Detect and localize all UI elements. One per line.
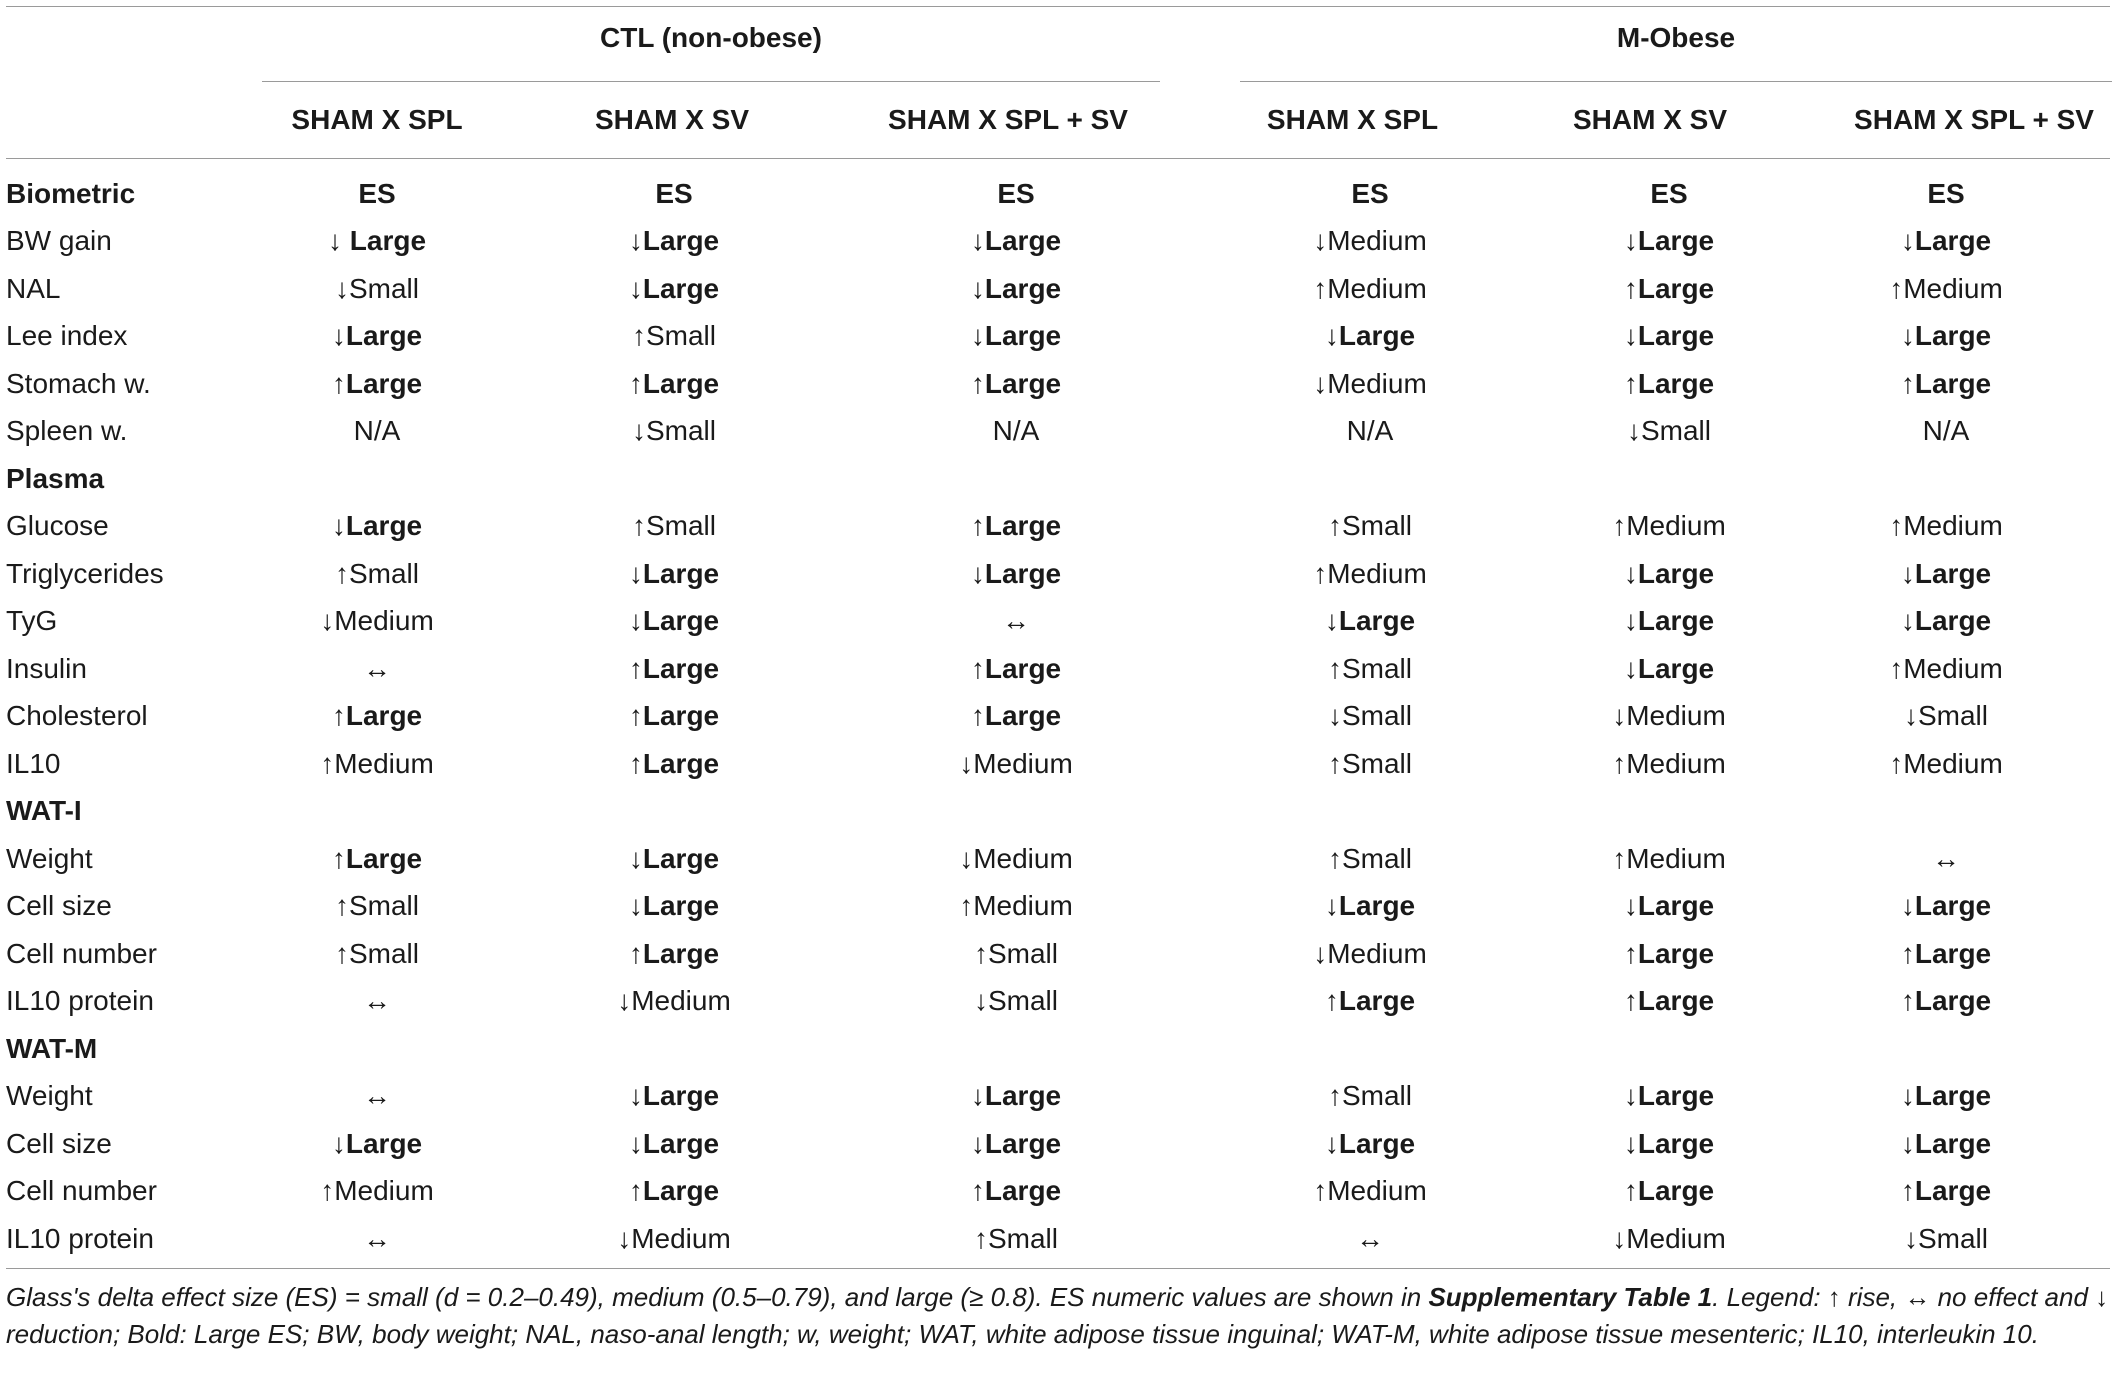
effect-cell: ↓Large (1900, 320, 1992, 352)
section-title: WAT-M (6, 1032, 98, 1064)
column-header: SHAM X SV (594, 104, 750, 135)
effect-cell: ↑Large (1900, 937, 1992, 969)
effect-cell: ↓ Large (327, 225, 427, 257)
table-row (0, 1120, 2118, 1168)
row-label: IL10 protein (6, 985, 154, 1017)
section-header-row (0, 1025, 2118, 1073)
effect-cell: ↑Large (970, 1175, 1062, 1207)
effect-cell: N/A (1346, 415, 1394, 447)
row-label: Lee index (6, 320, 128, 352)
effect-cell: N/A (992, 415, 1040, 447)
effect-cell: ↓Medium (1313, 937, 1427, 969)
effect-cell: ↓Medium (959, 747, 1073, 779)
empty-cell (492, 1025, 856, 1073)
effect-cell: ↓Large (1900, 1127, 1992, 1159)
effect-cell: ↑Large (331, 367, 423, 399)
effect-cell: ↓Large (1324, 890, 1416, 922)
empty-cell (856, 788, 1176, 836)
effect-cell: ↓Medium (320, 605, 434, 637)
row-label: IL10 protein (6, 1222, 154, 1254)
row-label: Stomach w. (6, 367, 151, 399)
effect-cell: ↓Large (970, 1080, 1062, 1112)
effect-cell: ↑Large (1623, 1175, 1715, 1207)
row-label: Spleen w. (6, 415, 128, 447)
effect-cell: ↓Large (1623, 1080, 1715, 1112)
effect-cell: ↓Large (628, 890, 720, 922)
effect-cell: ↓Medium (959, 842, 1073, 874)
section-header-row (0, 455, 2118, 503)
empty-cell (492, 455, 856, 503)
empty-cell (492, 788, 856, 836)
effect-cell: ↔ (363, 1080, 391, 1112)
es-label: ES (1650, 177, 1688, 209)
row-label: Insulin (6, 652, 87, 684)
effect-cell: ↓Large (970, 320, 1062, 352)
effect-cell: ↓Large (331, 1127, 423, 1159)
effect-cell: ↓Large (628, 605, 720, 637)
column-header: SHAM X SPL (291, 104, 463, 135)
table-row (0, 1215, 2118, 1263)
effect-cell: ↓Large (1900, 1080, 1992, 1112)
row-label: NAL (6, 272, 61, 304)
effect-cell: ↑Small (334, 557, 419, 589)
effect-cell: ↓Small (1327, 700, 1412, 732)
table-row (0, 1073, 2118, 1121)
effect-cell: ↑Small (973, 937, 1058, 969)
section-title: Plasma (6, 462, 105, 494)
effect-cell: ↓Small (631, 415, 716, 447)
effect-cell: ↑Large (628, 937, 720, 969)
effect-cell: ↑Medium (320, 1175, 434, 1207)
es-label: ES (655, 177, 693, 209)
table-row (0, 645, 2118, 693)
effect-cell: ↑Large (628, 747, 720, 779)
effect-cell: ↓Large (1900, 557, 1992, 589)
column-header: SHAM X SPL (1266, 104, 1439, 135)
row-label: Triglycerides (6, 557, 164, 589)
effect-cell: ↓Large (1623, 1127, 1715, 1159)
effect-cell: ↓Large (628, 1127, 720, 1159)
empty-cell (1564, 788, 1774, 836)
table-row (0, 218, 2118, 266)
row-label: Weight (6, 1080, 93, 1112)
effect-cell: ↑Large (1900, 985, 1992, 1017)
effect-cell: ↓Large (331, 510, 423, 542)
effect-cell: ↓Medium (617, 985, 731, 1017)
effect-cell: ↑Large (628, 700, 720, 732)
effect-cell: ↓Medium (1612, 1222, 1726, 1254)
effect-cell: ↓Large (628, 1080, 720, 1112)
effect-cell: ↓Large (1900, 605, 1992, 637)
effect-cell: ↓Small (973, 985, 1058, 1017)
effect-cell: ↑Small (1327, 510, 1412, 542)
effect-cell: ↑Large (970, 367, 1062, 399)
effect-cell: ↑Large (628, 652, 720, 684)
effect-cell: ↑Large (331, 842, 423, 874)
effect-cell: N/A (1922, 415, 1970, 447)
effect-cell: ↑Large (628, 367, 720, 399)
row-label: Cholesterol (6, 700, 148, 732)
footnote-text: Glass's delta effect size (ES) = small (d = 0.2–0.49), medium (0.5–0.79), and large (≥ 0.8). ES numeric values are shown in (6, 1282, 1429, 1312)
effect-cell: ↓Large (970, 272, 1062, 304)
effect-cell: ↑Medium (1889, 747, 2003, 779)
section-header-row (0, 170, 2118, 218)
group-header-m-obese: M-Obese (1616, 22, 1736, 53)
header-bottom-rule (6, 158, 2110, 159)
effect-cell: ↑Large (1324, 985, 1416, 1017)
effect-cell: ↓Small (1626, 415, 1711, 447)
effect-cell: ↓Large (970, 1127, 1062, 1159)
row-label: IL10 (6, 747, 61, 779)
row-label: Cell size (6, 1127, 112, 1159)
effect-cell: ↓Small (1903, 700, 1988, 732)
effect-cell: ↑Large (970, 700, 1062, 732)
empty-cell (1564, 1025, 1774, 1073)
table-row (0, 1168, 2118, 1216)
section-title: WAT-I (6, 795, 82, 827)
table-footnote (6, 1279, 2110, 1353)
effect-cell: ↓Large (1623, 605, 1715, 637)
table-row (0, 313, 2118, 361)
empty-cell (1564, 455, 1774, 503)
table-row (0, 930, 2118, 978)
row-label: Cell size (6, 890, 112, 922)
effect-cell: ↔ (1356, 1222, 1384, 1254)
row-label: Glucose (6, 510, 109, 542)
effect-cell: ↓Medium (617, 1222, 731, 1254)
effect-cell: ↓Large (628, 272, 720, 304)
effect-cell: ↑Medium (1889, 652, 2003, 684)
effect-cell: ↑Medium (1313, 557, 1427, 589)
effect-cell: ↓Large (1623, 320, 1715, 352)
es-label: ES (358, 177, 396, 209)
effect-cell: ↑Large (1900, 1175, 1992, 1207)
effect-cell: ↓Small (334, 272, 419, 304)
empty-cell (1176, 455, 1564, 503)
empty-cell (1774, 1025, 2118, 1073)
effect-cell: ↑Small (1327, 652, 1412, 684)
effect-cell: ↑Medium (1313, 272, 1427, 304)
effect-cell: ↑Medium (1612, 510, 1726, 542)
effect-cell: ↑Small (631, 320, 716, 352)
column-header: SHAM X SPL + SV (888, 104, 1128, 135)
empty-cell (262, 1025, 492, 1073)
group-header-ctl: CTL (non-obese) (600, 22, 822, 53)
effect-cell: ↑Medium (1313, 1175, 1427, 1207)
effect-cell: ↑Large (628, 1175, 720, 1207)
row-label: Cell number (6, 937, 157, 969)
effect-cell: ↓Large (1623, 225, 1715, 257)
effect-cell: ↓Large (331, 320, 423, 352)
effect-cell: ↑Large (1623, 985, 1715, 1017)
es-label: ES (1927, 177, 1965, 209)
effect-cell: ↓Large (970, 225, 1062, 257)
table-row (0, 550, 2118, 598)
effect-cell: ↑Medium (1889, 510, 2003, 542)
section-header-row (0, 788, 2118, 836)
empty-cell (856, 1025, 1176, 1073)
effect-size-table (0, 170, 2118, 1263)
es-label: ES (997, 177, 1035, 209)
effect-cell: ↓Large (1623, 557, 1715, 589)
effect-cell: ↑Small (334, 890, 419, 922)
effect-cell: ↑Large (1623, 272, 1715, 304)
column-header: SHAM X SV (1572, 104, 1728, 135)
effect-cell: ↑Medium (1612, 747, 1726, 779)
effect-cell: ↑Medium (1889, 272, 2003, 304)
effect-cell: ↑Large (1623, 367, 1715, 399)
effect-cell: ↑Large (970, 652, 1062, 684)
effect-cell: ↑Small (1327, 1080, 1412, 1112)
effect-cell: ↑Large (970, 510, 1062, 542)
empty-cell (262, 455, 492, 503)
table-row (0, 693, 2118, 741)
effect-cell: ↓Large (1324, 320, 1416, 352)
effect-cell: ↓Large (1900, 225, 1992, 257)
effect-cell: ↓Small (1903, 1222, 1988, 1254)
table-row (0, 883, 2118, 931)
effect-cell: ↑Large (1900, 367, 1992, 399)
table-row (0, 835, 2118, 883)
empty-cell (262, 788, 492, 836)
effect-cell: ↑Medium (320, 747, 434, 779)
effect-cell: ↓Large (1900, 890, 1992, 922)
effect-cell: ↑Small (631, 510, 716, 542)
empty-cell (856, 455, 1176, 503)
row-label: TyG (6, 605, 58, 637)
row-label: Cell number (6, 1175, 157, 1207)
effect-cell: ↓Large (970, 557, 1062, 589)
effect-cell: ↓Large (628, 225, 720, 257)
row-label: Weight (6, 842, 93, 874)
empty-cell (1176, 788, 1564, 836)
table-row (0, 408, 2118, 456)
section-title: Biometric (6, 177, 136, 209)
empty-cell (1774, 455, 2118, 503)
effect-cell: ↑Large (331, 700, 423, 732)
table-row (0, 360, 2118, 408)
footnote-legend: . Legend: ↑ rise, ↔ no effect and ↓ reduction; Bold: Large ES; BW, body weight; NAL, naso-anal length; w, weight; WAT, white adipose tissue inguinal; WAT-M, white adipose tissue mesenteric; IL10, interleukin 10. (6, 1282, 2109, 1349)
empty-cell (1774, 788, 2118, 836)
table-row (0, 265, 2118, 313)
effect-cell: ↔ (1002, 605, 1030, 637)
effect-cell: ↓Large (1623, 652, 1715, 684)
table-row (0, 978, 2118, 1026)
footnote-supplementary-ref: Supplementary Table 1 (1428, 1282, 1713, 1312)
effect-cell: ↔ (363, 985, 391, 1017)
row-label: BW gain (6, 225, 112, 257)
effect-cell: ↑Small (1327, 842, 1412, 874)
column-header: SHAM X SPL + SV (1854, 104, 2094, 135)
effect-cell: ↓Large (628, 557, 720, 589)
effect-cell: ↑Large (1623, 937, 1715, 969)
effect-cell: ↔ (1932, 842, 1960, 874)
effect-cell: ↑Small (334, 937, 419, 969)
effect-cell: ↓Medium (1313, 367, 1427, 399)
effect-cell: ↓Medium (1313, 225, 1427, 257)
effect-cell: ↑Small (1327, 747, 1412, 779)
es-label: ES (1351, 177, 1389, 209)
effect-cell: N/A (353, 415, 401, 447)
table-bottom-rule (6, 1268, 2110, 1269)
table-body (0, 170, 2118, 1263)
table-top-rule (6, 6, 2110, 7)
group-rule-m-obese (1240, 81, 2112, 82)
effect-cell: ↑Small (973, 1222, 1058, 1254)
effect-cell: ↓Medium (1612, 700, 1726, 732)
effect-cell: ↑Medium (1612, 842, 1726, 874)
effect-cell: ↑Medium (959, 890, 1073, 922)
effect-cell: ↔ (363, 1222, 391, 1254)
table-row (0, 740, 2118, 788)
empty-cell (1176, 1025, 1564, 1073)
effect-cell: ↔ (363, 652, 391, 684)
effect-cell: ↓Large (1324, 605, 1416, 637)
table-row (0, 598, 2118, 646)
table-row (0, 503, 2118, 551)
effect-cell: ↓Large (1623, 890, 1715, 922)
group-rule-ctl (262, 81, 1160, 82)
effect-cell: ↓Large (1324, 1127, 1416, 1159)
effect-cell: ↓Large (628, 842, 720, 874)
